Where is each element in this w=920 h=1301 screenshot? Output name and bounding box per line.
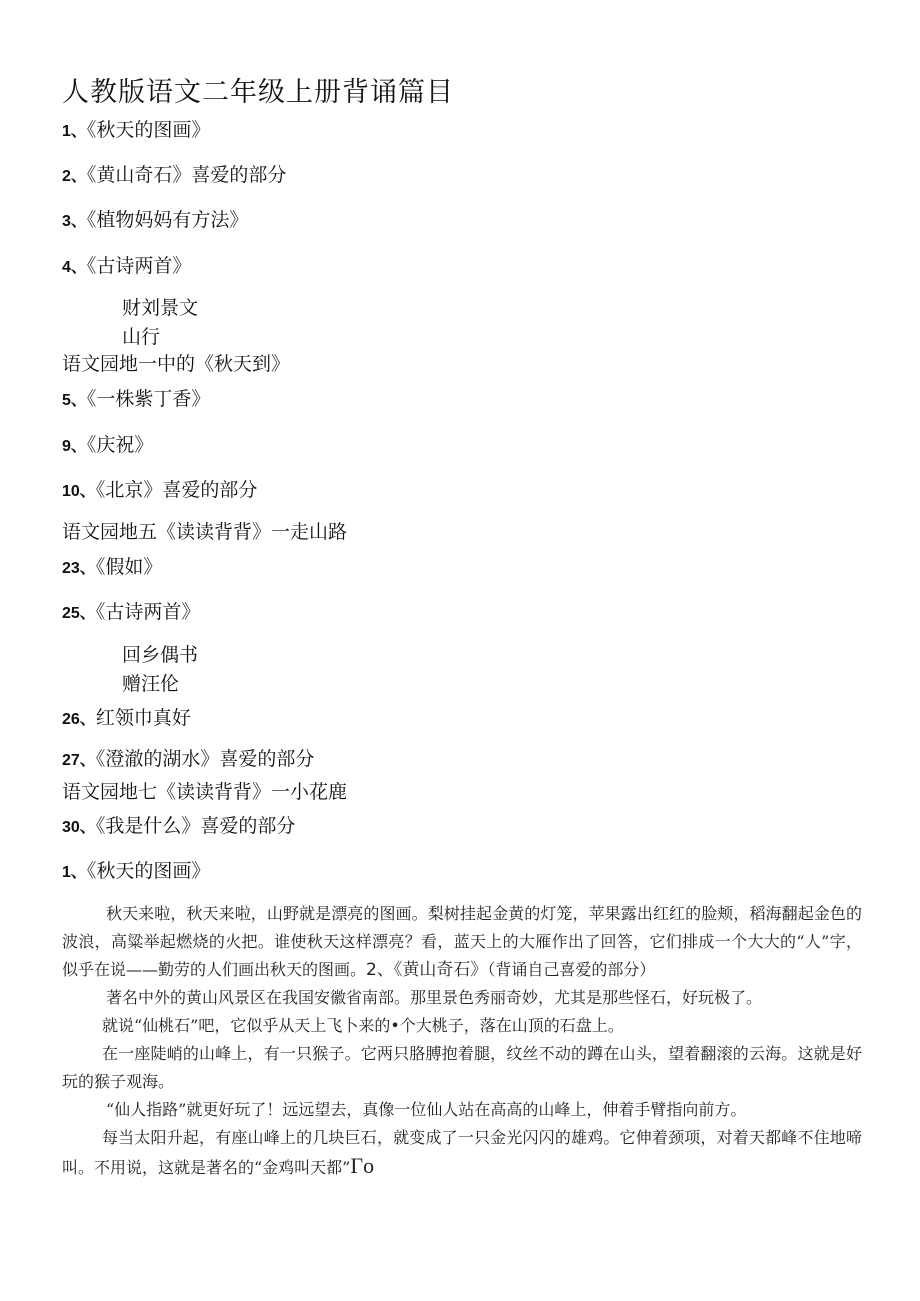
item-number: 1、 xyxy=(62,123,87,140)
item-number: 5、 xyxy=(62,392,87,409)
list-item xyxy=(62,387,210,413)
item-text: 《假如》 xyxy=(95,556,163,578)
paragraph: 著名中外的黄山风景区在我国安徽省南部。那里景色秀丽奇妙，尤其是那些怪石，好玩极了。 xyxy=(106,988,763,1007)
poem-title: 回乡偶书 xyxy=(122,644,199,666)
list-item xyxy=(62,706,191,732)
list-item xyxy=(62,600,200,626)
paragraph-end-mark: Γo xyxy=(350,1153,375,1178)
item-text: 《澄澈的湖水》喜爱的部分 xyxy=(95,748,315,770)
item-number: 4、 xyxy=(62,259,87,276)
item-number: 10、 xyxy=(62,483,96,500)
item-number: 23、 xyxy=(62,560,96,577)
item-text: 《北京》喜爱的部分 xyxy=(95,479,258,501)
paragraph-text: （背诵自己喜爱的部分） xyxy=(487,960,656,979)
item-text: 《秋天的图画》 xyxy=(86,119,211,141)
poem-title: 山行 xyxy=(122,326,161,348)
item-number: 30、 xyxy=(62,819,96,836)
list-item: 语文园地五《读读背背》一走山路 xyxy=(62,521,348,543)
paragraph: 在一座陡峭的山峰上，有一只猴子。它两只胳膊抱着腿，纹丝不动的蹲在山头，望着翻滚的云海。这就是好玩的猴子观海。 xyxy=(62,1044,862,1091)
item-text: 《古诗两首》 xyxy=(95,601,201,623)
item-number: 9、 xyxy=(62,438,87,455)
list-item xyxy=(62,118,210,144)
list-item xyxy=(62,254,191,280)
item-number: 26、 xyxy=(62,711,96,728)
item-text: 《一株紫丁香》 xyxy=(86,388,211,410)
list-item xyxy=(62,555,162,581)
item-text: 《秋天的图画》 xyxy=(86,860,211,882)
paragraph xyxy=(62,900,862,984)
list-item xyxy=(62,747,314,773)
page-title: 人教版语文二年级上册背诵篇目 xyxy=(62,77,454,108)
list-item: 语文园地七《读读背背》一小花鹿 xyxy=(62,781,348,803)
paragraph-text: 秋天来啦，秋天来啦，山野就是漂亮的图画。梨树挂起金黄的灯笼，苹果露出红红的脸颊，稻海翻起金色的波浪，高粱举起燃烧的火把。谁使秋天这样漂亮？看，蓝天上的大雁作出了回答，它们排成一个大大的“人”字，似乎在说——勤劳的人们画出秋天的图画。 xyxy=(62,904,862,979)
item-number: 25、 xyxy=(62,605,96,622)
poem-title: 赠汪伦 xyxy=(122,673,180,695)
list-item xyxy=(62,208,248,234)
item-number: 2、 xyxy=(62,168,87,185)
item-text: 《庆祝》 xyxy=(86,434,154,456)
list-item xyxy=(62,814,295,840)
item-number: 3、 xyxy=(62,213,87,230)
item-text: 《黄山奇石》喜爱的部分 xyxy=(86,164,287,186)
item-text: 《古诗两首》 xyxy=(86,255,192,277)
paragraph: 就说“仙桃石”吧，它似乎从天上飞卜来的•个大桃子，落在山顶的石盘上。 xyxy=(102,1016,624,1035)
item-text: 红领巾真好 xyxy=(95,707,191,729)
list-item xyxy=(62,478,257,504)
paragraph: “仙人指路”就更好玩了！远远望去，真像一位仙人站在高高的山峰上，伸着手臂指向前方。 xyxy=(106,1100,747,1119)
section-heading-inline: 2、《黄山奇石》 xyxy=(366,960,488,980)
paragraph-text: 每当太阳升起，有座山峰上的几块巨石，就变成了一只金光闪闪的雄鸡。它伸着颈项，对着天都峰不住地啼叫。不用说，这就是著名的“金鸡叫天都” xyxy=(62,1128,862,1177)
section-heading xyxy=(62,859,210,885)
item-number: 1、 xyxy=(62,864,87,881)
list-item: 语文园地一中的《秋天到》 xyxy=(62,353,291,375)
list-item xyxy=(62,163,286,189)
paragraph xyxy=(62,1124,862,1182)
item-number: 27、 xyxy=(62,752,96,769)
item-text: 《植物妈妈有方法》 xyxy=(86,209,249,231)
list-item xyxy=(62,433,153,459)
item-text: 《我是什么》喜爱的部分 xyxy=(95,815,296,837)
poem-title: 财刘景文 xyxy=(122,297,199,319)
body-text xyxy=(62,900,862,1182)
